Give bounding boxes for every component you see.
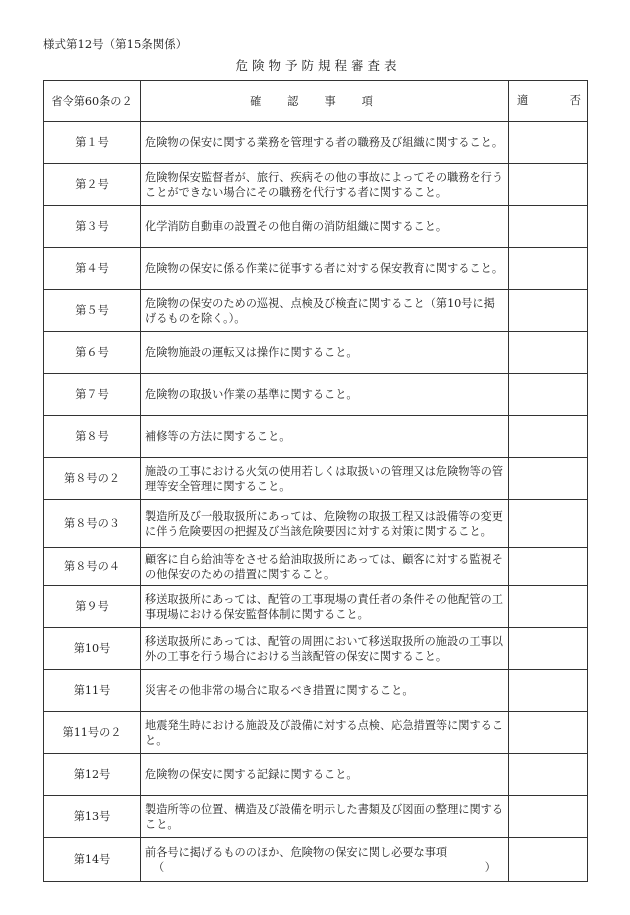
pass-fail-cell[interactable] [509,248,588,290]
pass-fail-cell[interactable] [509,586,588,628]
item-cell: 補修等の方法に関すること。 [141,416,509,458]
article-cell: 第５号 [44,290,141,332]
article-cell: 第11号の２ [44,712,141,754]
table-row [44,374,588,416]
header-row [44,81,588,122]
pass-fail-cell[interactable] [509,712,588,754]
pass-fail-cell[interactable] [509,164,588,206]
pass-fail-cell[interactable] [509,796,588,838]
article-cell: 第８号の３ [44,500,141,548]
item-cell: 化学消防自動車の設置その他自衛の消防組織に関すること。 [141,206,509,248]
article-cell: 第１号 [44,122,141,164]
item-cell: 危険物施設の運転又は操作に関すること。 [141,332,509,374]
pass-fail-cell[interactable] [509,458,588,500]
item-cell [141,838,509,882]
pass-fail-cell[interactable] [509,206,588,248]
pass-fail-cell[interactable] [509,416,588,458]
table-row [44,458,588,500]
pass-fail-cell[interactable] [509,838,588,882]
review-table [43,80,588,882]
article-cell: 第10号 [44,628,141,670]
blank-parentheses [145,860,504,875]
form-number: 様式第12号（第15条関係） [43,37,188,51]
item-cell: 顧客に自ら給油等をさせる給油取扱所にあっては、顧客に対する監視その他保安のための措置に関すること。 [141,548,509,586]
pass-fail-cell[interactable] [509,290,588,332]
table-row [44,122,588,164]
article-cell: 第14号 [44,838,141,882]
table-row [44,164,588,206]
article-cell: 第８号 [44,416,141,458]
article-cell: 第３号 [44,206,141,248]
page-title: 危険物予防規程審査表 [235,58,401,73]
pass-fail-cell[interactable] [509,754,588,796]
item-cell: 災害その他非常の場合に取るべき措置に関すること。 [141,670,509,712]
item-text: 前各号に掲げるもののほか、危険物の保安に関し必要な事項 [145,845,448,859]
article-cell: 第４号 [44,248,141,290]
article-cell: 第12号 [44,754,141,796]
table-row [44,416,588,458]
paren-close: ） [484,860,496,874]
table-row [44,290,588,332]
table-row-last [44,838,588,882]
table-row [44,796,588,838]
item-cell: 製造所及び一般取扱所にあっては、危険物の取扱工程又は設備等の変更に伴う危険要因の把握及び当該危険要因に対する対策に関すること。 [141,500,509,548]
pass-fail-cell[interactable] [509,670,588,712]
article-cell: 第６号 [44,332,141,374]
item-cell: 危険物の取扱い作業の基準に関すること。 [141,374,509,416]
item-cell: 危険物の保安に係る作業に従事する者に対する保安教育に関すること。 [141,248,509,290]
pass-fail-cell[interactable] [509,374,588,416]
table-row [44,628,588,670]
article-cell: 第11号 [44,670,141,712]
table-row [44,248,588,290]
pass-fail-cell[interactable] [509,628,588,670]
table-row [44,548,588,586]
item-cell: 危険物の保安のための巡視、点検及び検査に関すること（第10号に掲げるものを除く。）。 [141,290,509,332]
article-cell: 第８号の４ [44,548,141,586]
item-cell: 施設の工事における火気の使用若しくは取扱いの管理又は危険物等の管理等安全管理に関すること。 [141,458,509,500]
item-cell: 危険物の保安に関する業務を管理する者の職務及び組織に関すること。 [141,122,509,164]
article-cell: 第８号の２ [44,458,141,500]
table-body [44,122,588,882]
pass-fail-cell[interactable] [509,548,588,586]
paren-open: （ [153,860,165,874]
item-cell: 地震発生時における施設及び設備に対する点検、応急措置等に関すること。 [141,712,509,754]
table-row [44,586,588,628]
article-cell: 第７号 [44,374,141,416]
item-cell: 製造所等の位置、構造及び設備を明示した書類及び図面の整理に関すること。 [141,796,509,838]
item-cell: 危険物の保安に関する記録に関すること。 [141,754,509,796]
table-row [44,754,588,796]
table-row [44,332,588,374]
header-check-items: 確認事項 [141,81,509,122]
pass-fail-cell[interactable] [509,500,588,548]
item-cell: 移送取扱所にあっては、配管の工事現場の責任者の条件その他配管の工事現場における保安監督体制に関すること。 [141,586,509,628]
item-cell: 移送取扱所にあっては、配管の周囲において移送取扱所の施設の工事以外の工事を行う場合における当該配管の保安に関すること。 [141,628,509,670]
article-cell: 第13号 [44,796,141,838]
header-fail: 否 [569,94,581,107]
article-cell: 第２号 [44,164,141,206]
table-row [44,206,588,248]
article-cell: 第９号 [44,586,141,628]
table-row [44,500,588,548]
item-cell: 危険物保安監督者が、旅行、疾病その他の事故によってその職務を行うことができない場合にその職務を代行する者に関すること。 [141,164,509,206]
header-pass: 適 [517,94,529,107]
table-row [44,670,588,712]
table-row [44,712,588,754]
pass-fail-cell[interactable] [509,332,588,374]
header-pass-fail [509,81,588,122]
header-article: 省令第60条の２ [44,81,141,122]
pass-fail-cell[interactable] [509,122,588,164]
